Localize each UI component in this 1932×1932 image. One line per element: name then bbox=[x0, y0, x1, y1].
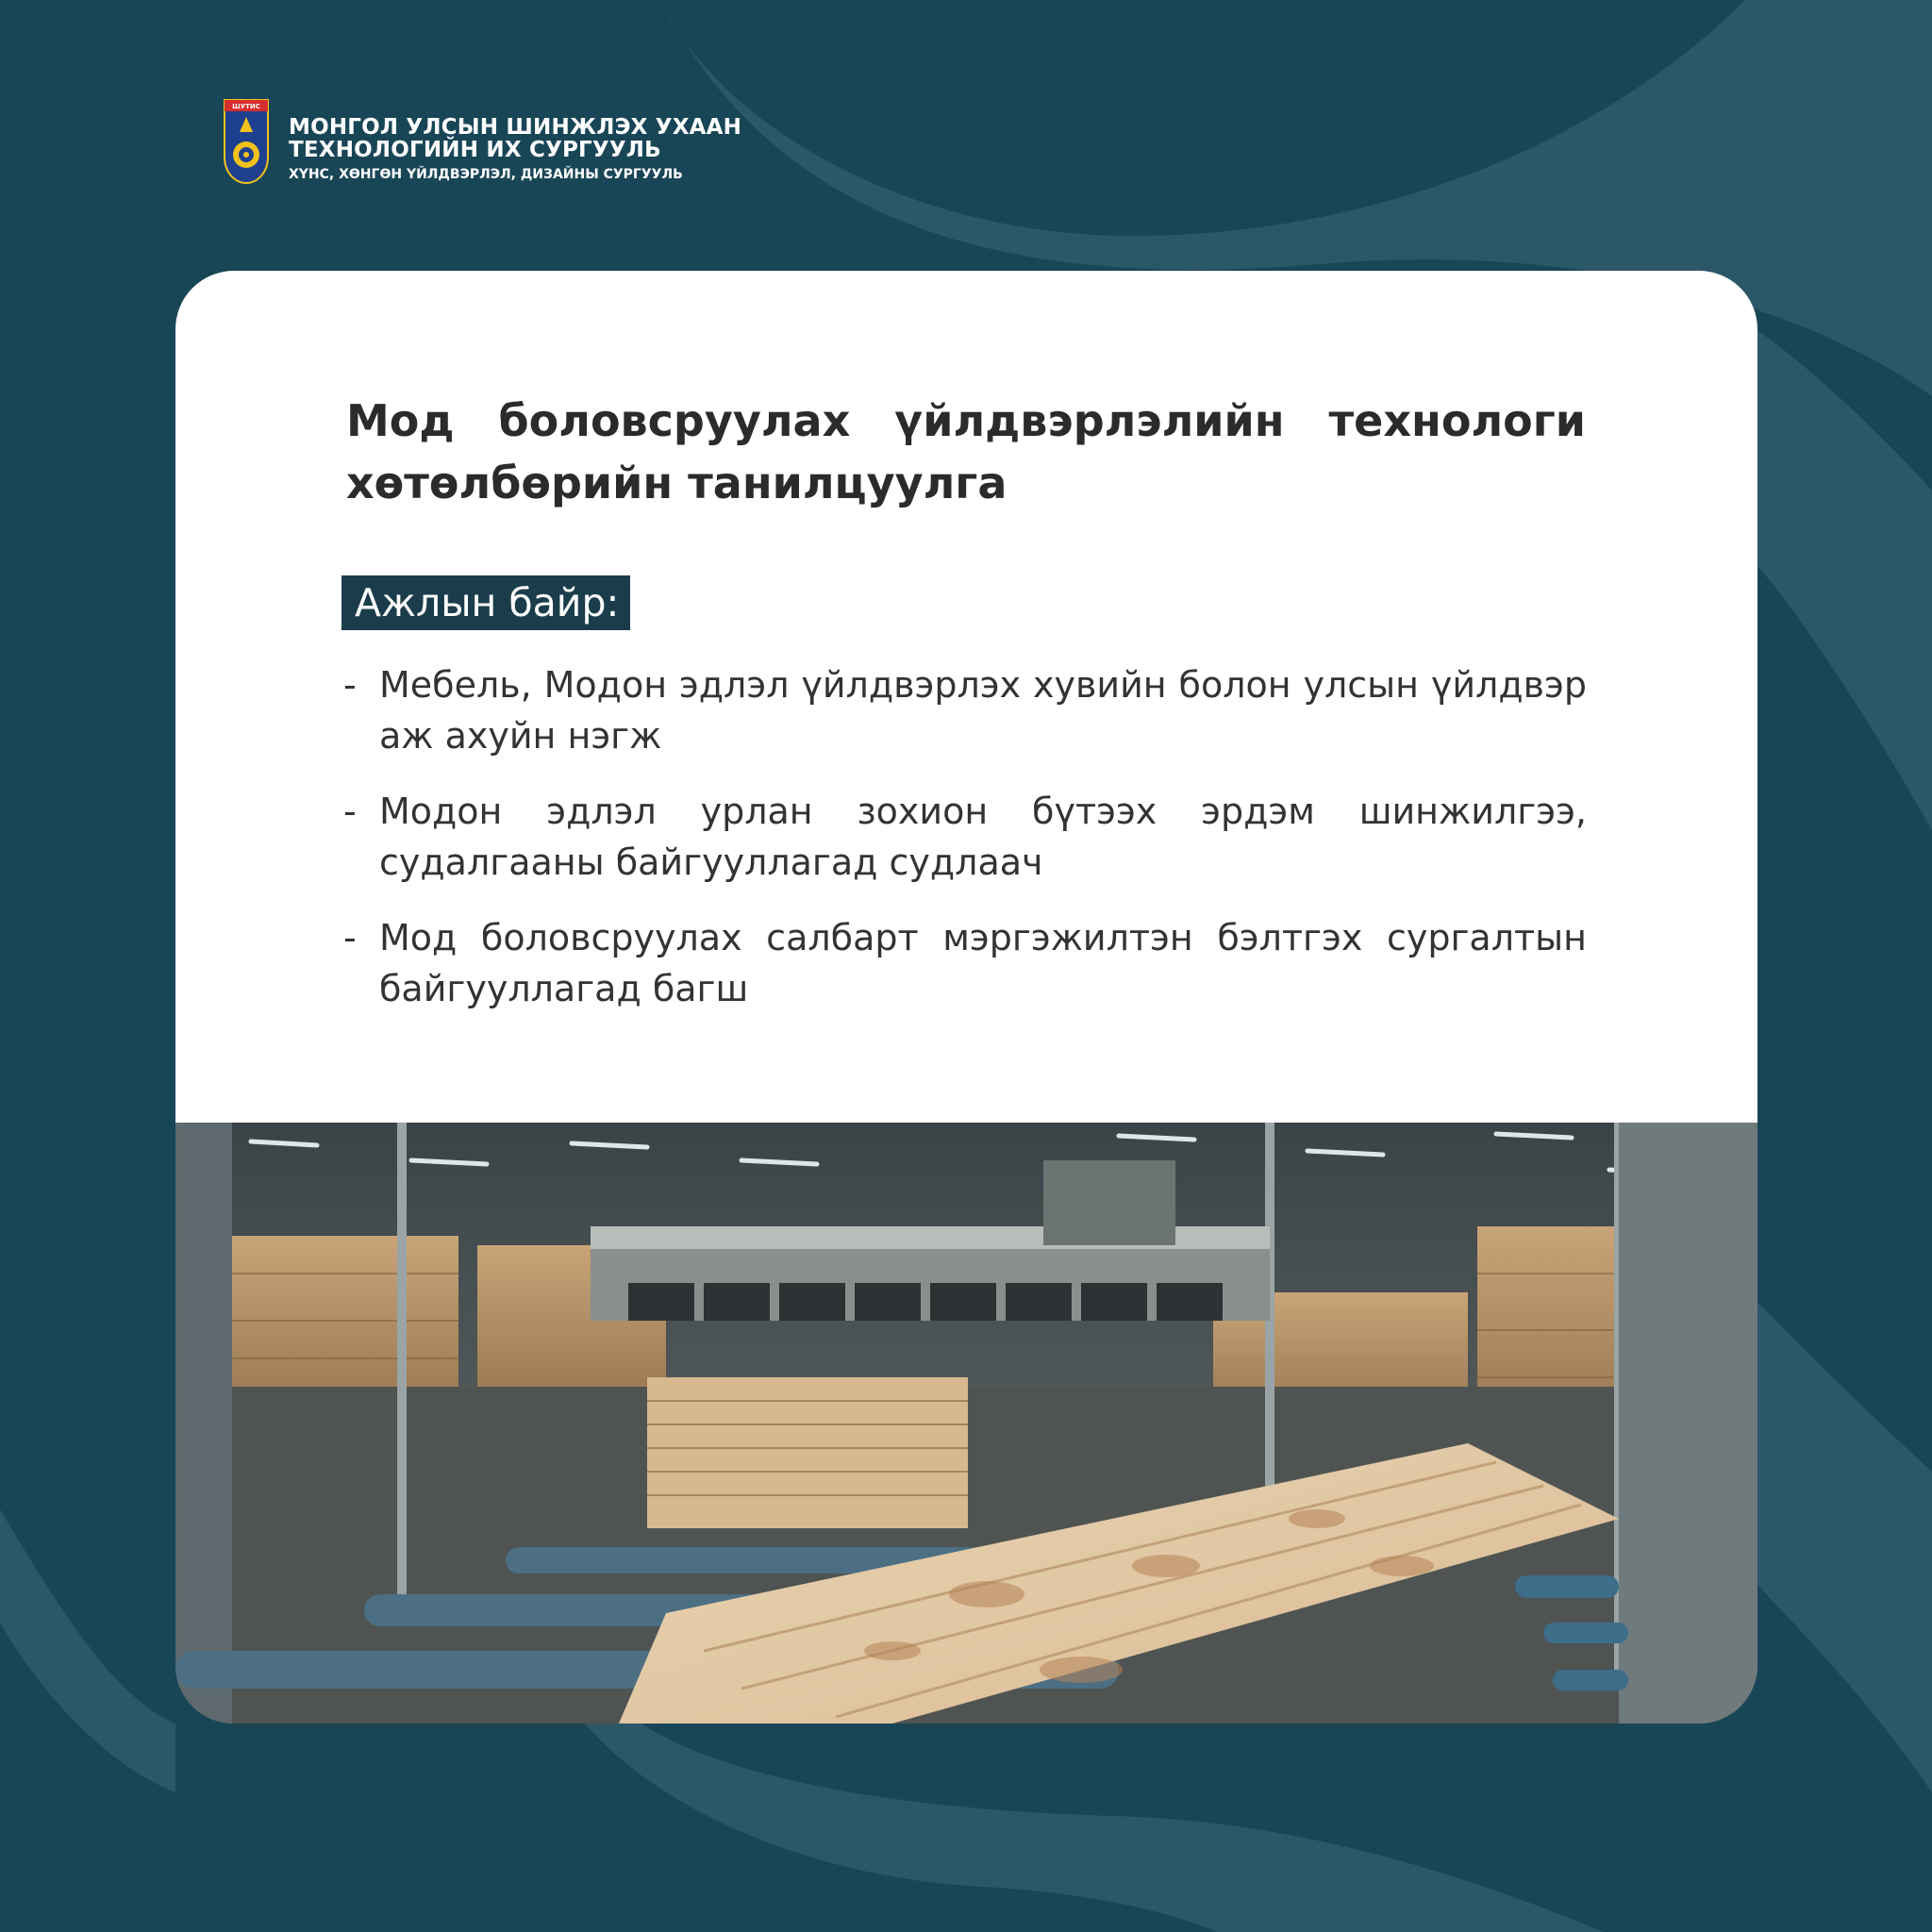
bullet-dash: - bbox=[343, 664, 357, 706]
section-label bbox=[341, 575, 630, 630]
university-emblem-icon bbox=[223, 98, 270, 185]
page-title: Мод боловсруулах үйлдвэрлэлийн технологи хөтөлбөрийн танилцуулга bbox=[346, 395, 1586, 508]
list-item-text: Модон эдлэл урлан зохион бүтээх эрдэм шинжилгээ, судалгааны байгууллагад судлаач bbox=[379, 791, 1587, 883]
university-logo bbox=[223, 98, 751, 189]
section-label-text: Ажлын байр: bbox=[355, 580, 620, 625]
bullet-dash: - bbox=[343, 917, 357, 958]
list-item bbox=[343, 786, 1587, 888]
job-list bbox=[343, 659, 1587, 1039]
factory-photo bbox=[175, 1123, 1757, 1724]
list-item bbox=[343, 912, 1587, 1014]
list-item-text: Мебель, Модон эдлэл үйлдвэрлэх хувийн болон улсын үйлдвэр аж ахуйн нэгж bbox=[379, 664, 1587, 757]
content-card bbox=[175, 271, 1757, 1724]
logo-line-1: МОНГОЛ УЛСЫН ШИНЖЛЭХ УХААН bbox=[289, 115, 742, 140]
logo-line-3: ХҮНС, ХӨНГӨН ҮЙЛДВЭРЛЭЛ, ДИЗАЙНЫ СУРГУУЛЬ bbox=[289, 167, 683, 182]
bullet-dash: - bbox=[343, 791, 357, 832]
logo-line-2: ТЕХНОЛОГИЙН ИХ СУРГУУЛЬ bbox=[289, 138, 661, 162]
list-item-text: Мод боловсруулах салбарт мэргэжилтэн бэлтгэх сургалтын байгууллагад багш bbox=[379, 917, 1587, 1009]
emblem-badge-text: ШУТИС bbox=[232, 103, 260, 110]
list-item bbox=[343, 659, 1587, 761]
